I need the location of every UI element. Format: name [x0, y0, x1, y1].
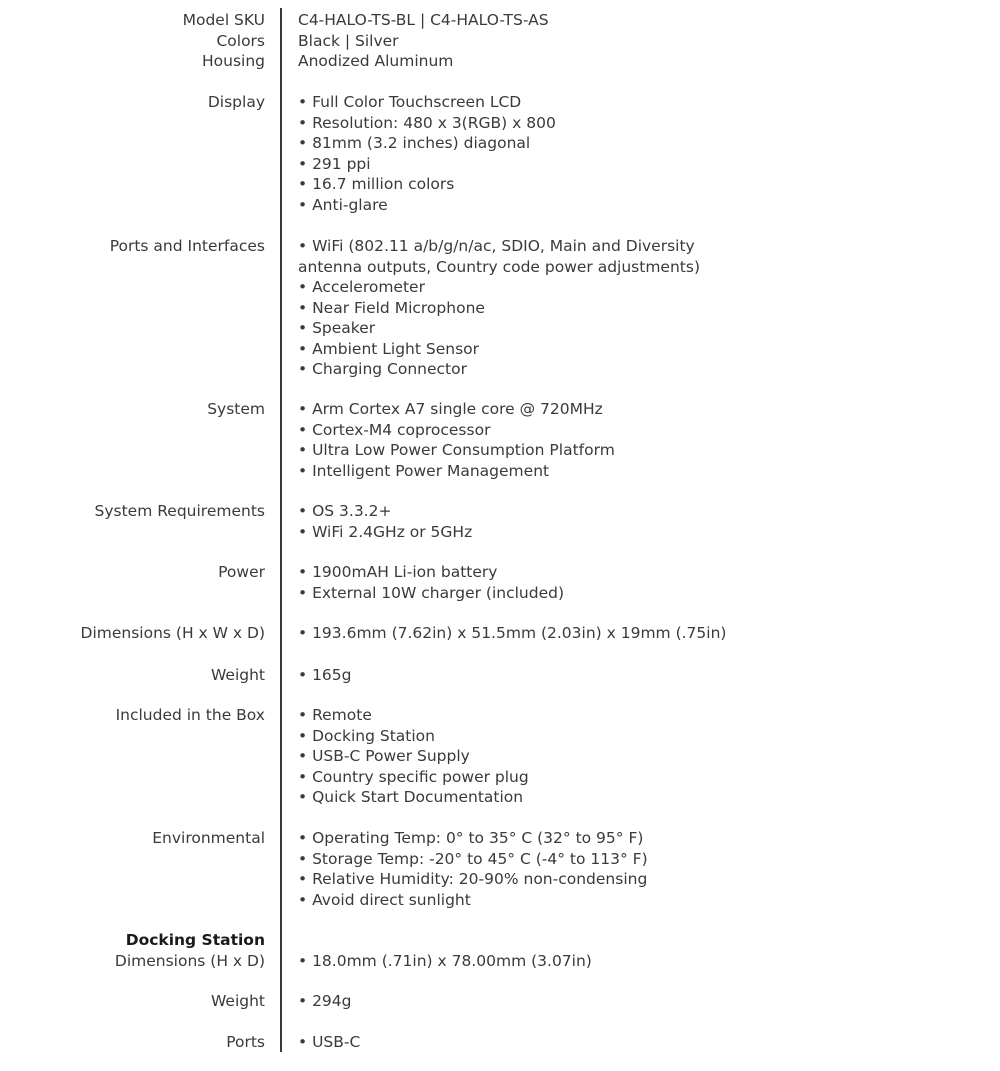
- list-item: • USB-C: [298, 1033, 361, 1051]
- label-system: System: [207, 400, 265, 418]
- label-system-requirements-section: [95, 501, 266, 522]
- dimensions-list: [298, 623, 726, 644]
- list-item: • Accelerometer: [298, 278, 425, 296]
- list-item: • OS 3.3.2+: [298, 502, 392, 520]
- value-group-identity: [298, 10, 549, 72]
- label-dimensions: Dimensions (H x W x D): [80, 624, 265, 642]
- list-item: • 16.7 million colors: [298, 175, 455, 193]
- environmental-list: [298, 828, 648, 910]
- label-docking-section: [115, 930, 265, 971]
- list-item: • Ambient Light Sensor: [298, 339, 480, 358]
- docking-ports-list: [298, 1032, 360, 1053]
- power-list: [298, 562, 564, 603]
- label-model-sku: Model SKU: [182, 11, 265, 29]
- list-item: • 81mm (3.2 inches) diagonal: [298, 134, 531, 152]
- list-item: • 18.0mm (.71in) x 78.00mm (3.07in): [298, 951, 592, 970]
- list-item: • 294g: [298, 992, 352, 1010]
- list-item: • Near Field Microphone: [298, 298, 485, 317]
- label-housing: Housing: [201, 52, 265, 70]
- list-item: • External 10W charger (included): [298, 583, 564, 602]
- list-item: antenna outputs, Country code power adjustments): [298, 257, 700, 276]
- label-system-section: [207, 399, 265, 420]
- label-docking-ports-section: [226, 1032, 265, 1053]
- list-item: • Relative Humidity: 20-90% non-condensing: [298, 870, 648, 888]
- value-colors: Black | Silver: [298, 31, 399, 50]
- label-weight: Weight: [210, 666, 265, 684]
- list-item: • Speaker: [298, 319, 376, 337]
- list-item: • 165g: [298, 666, 352, 684]
- label-docking-weight-section: [211, 991, 265, 1012]
- list-item: • Cortex-M4 coprocessor: [298, 420, 491, 439]
- system-requirements-list: [298, 501, 472, 542]
- label-system-requirements: System Requirements: [94, 502, 265, 520]
- system-list: [298, 399, 615, 481]
- label-colors: Colors: [216, 31, 265, 50]
- label-docking-dimensions: Dimensions (H x D): [114, 951, 265, 970]
- list-item: • 291 ppi: [298, 154, 371, 173]
- list-item: • Remote: [298, 706, 372, 724]
- list-item: • Avoid direct sunlight: [298, 890, 471, 909]
- label-ports-interfaces: Ports and Interfaces: [109, 237, 265, 255]
- ports-interfaces-list: [298, 236, 700, 380]
- list-item: • WiFi 2.4GHz or 5GHz: [298, 522, 473, 541]
- label-power-section: [218, 562, 265, 583]
- list-item: • 193.6mm (7.62in) x 51.5mm (2.03in) x 19mm (.75in): [298, 624, 727, 642]
- list-item: • Anti-glare: [298, 195, 388, 214]
- list-item: • Country specific power plug: [298, 767, 529, 786]
- label-weight-section: [211, 665, 265, 686]
- label-display: Display: [207, 93, 265, 111]
- docking-weight-list: [298, 991, 352, 1012]
- list-item: • Storage Temp: -20° to 45° C (-4° to 113° F): [298, 849, 648, 868]
- weight-list: [298, 665, 352, 686]
- label-in-box-section: [116, 705, 265, 726]
- label-group-identity: [183, 10, 265, 72]
- list-item: • USB-C Power Supply: [298, 747, 470, 765]
- list-item: • Ultra Low Power Consumption Platform: [298, 441, 615, 459]
- list-item: • 1900mAH Li-ion battery: [298, 563, 498, 581]
- list-item: • Intelligent Power Management: [298, 461, 550, 480]
- label-environmental: Environmental: [152, 829, 265, 847]
- value-model-sku: C4-HALO-TS-BL | C4-HALO-TS-AS: [298, 11, 549, 29]
- column-divider: [280, 8, 282, 1052]
- list-item: • Arm Cortex A7 single core @ 720MHz: [298, 400, 603, 418]
- display-list: [298, 92, 556, 215]
- label-environmental-section: [152, 828, 265, 849]
- list-item: • WiFi (802.11 a/b/g/n/ac, SDIO, Main and Diversity: [298, 237, 695, 255]
- list-item: • Quick Start Documentation: [298, 788, 524, 806]
- label-display-section: [208, 92, 265, 113]
- label-ports-interfaces-section: [110, 236, 265, 257]
- label-in-box: Included in the Box: [115, 706, 265, 724]
- list-item: • Resolution: 480 x 3(RGB) x 800: [298, 113, 556, 132]
- in-box-list: [298, 705, 529, 808]
- label-docking-ports: Ports: [226, 1033, 265, 1051]
- list-item: • Operating Temp: 0° to 35° C (32° to 95° F): [298, 829, 644, 847]
- list-item: • Full Color Touchscreen LCD: [298, 93, 522, 111]
- label-dimensions-section: [81, 623, 265, 644]
- docking-station-heading: Docking Station: [125, 931, 265, 949]
- label-docking-weight: Weight: [210, 992, 265, 1010]
- list-item: • Docking Station: [298, 726, 435, 745]
- value-housing: Anodized Aluminum: [298, 52, 454, 70]
- docking-dimensions-list: [298, 951, 592, 972]
- list-item: • Charging Connector: [298, 360, 467, 378]
- label-power: Power: [218, 563, 265, 581]
